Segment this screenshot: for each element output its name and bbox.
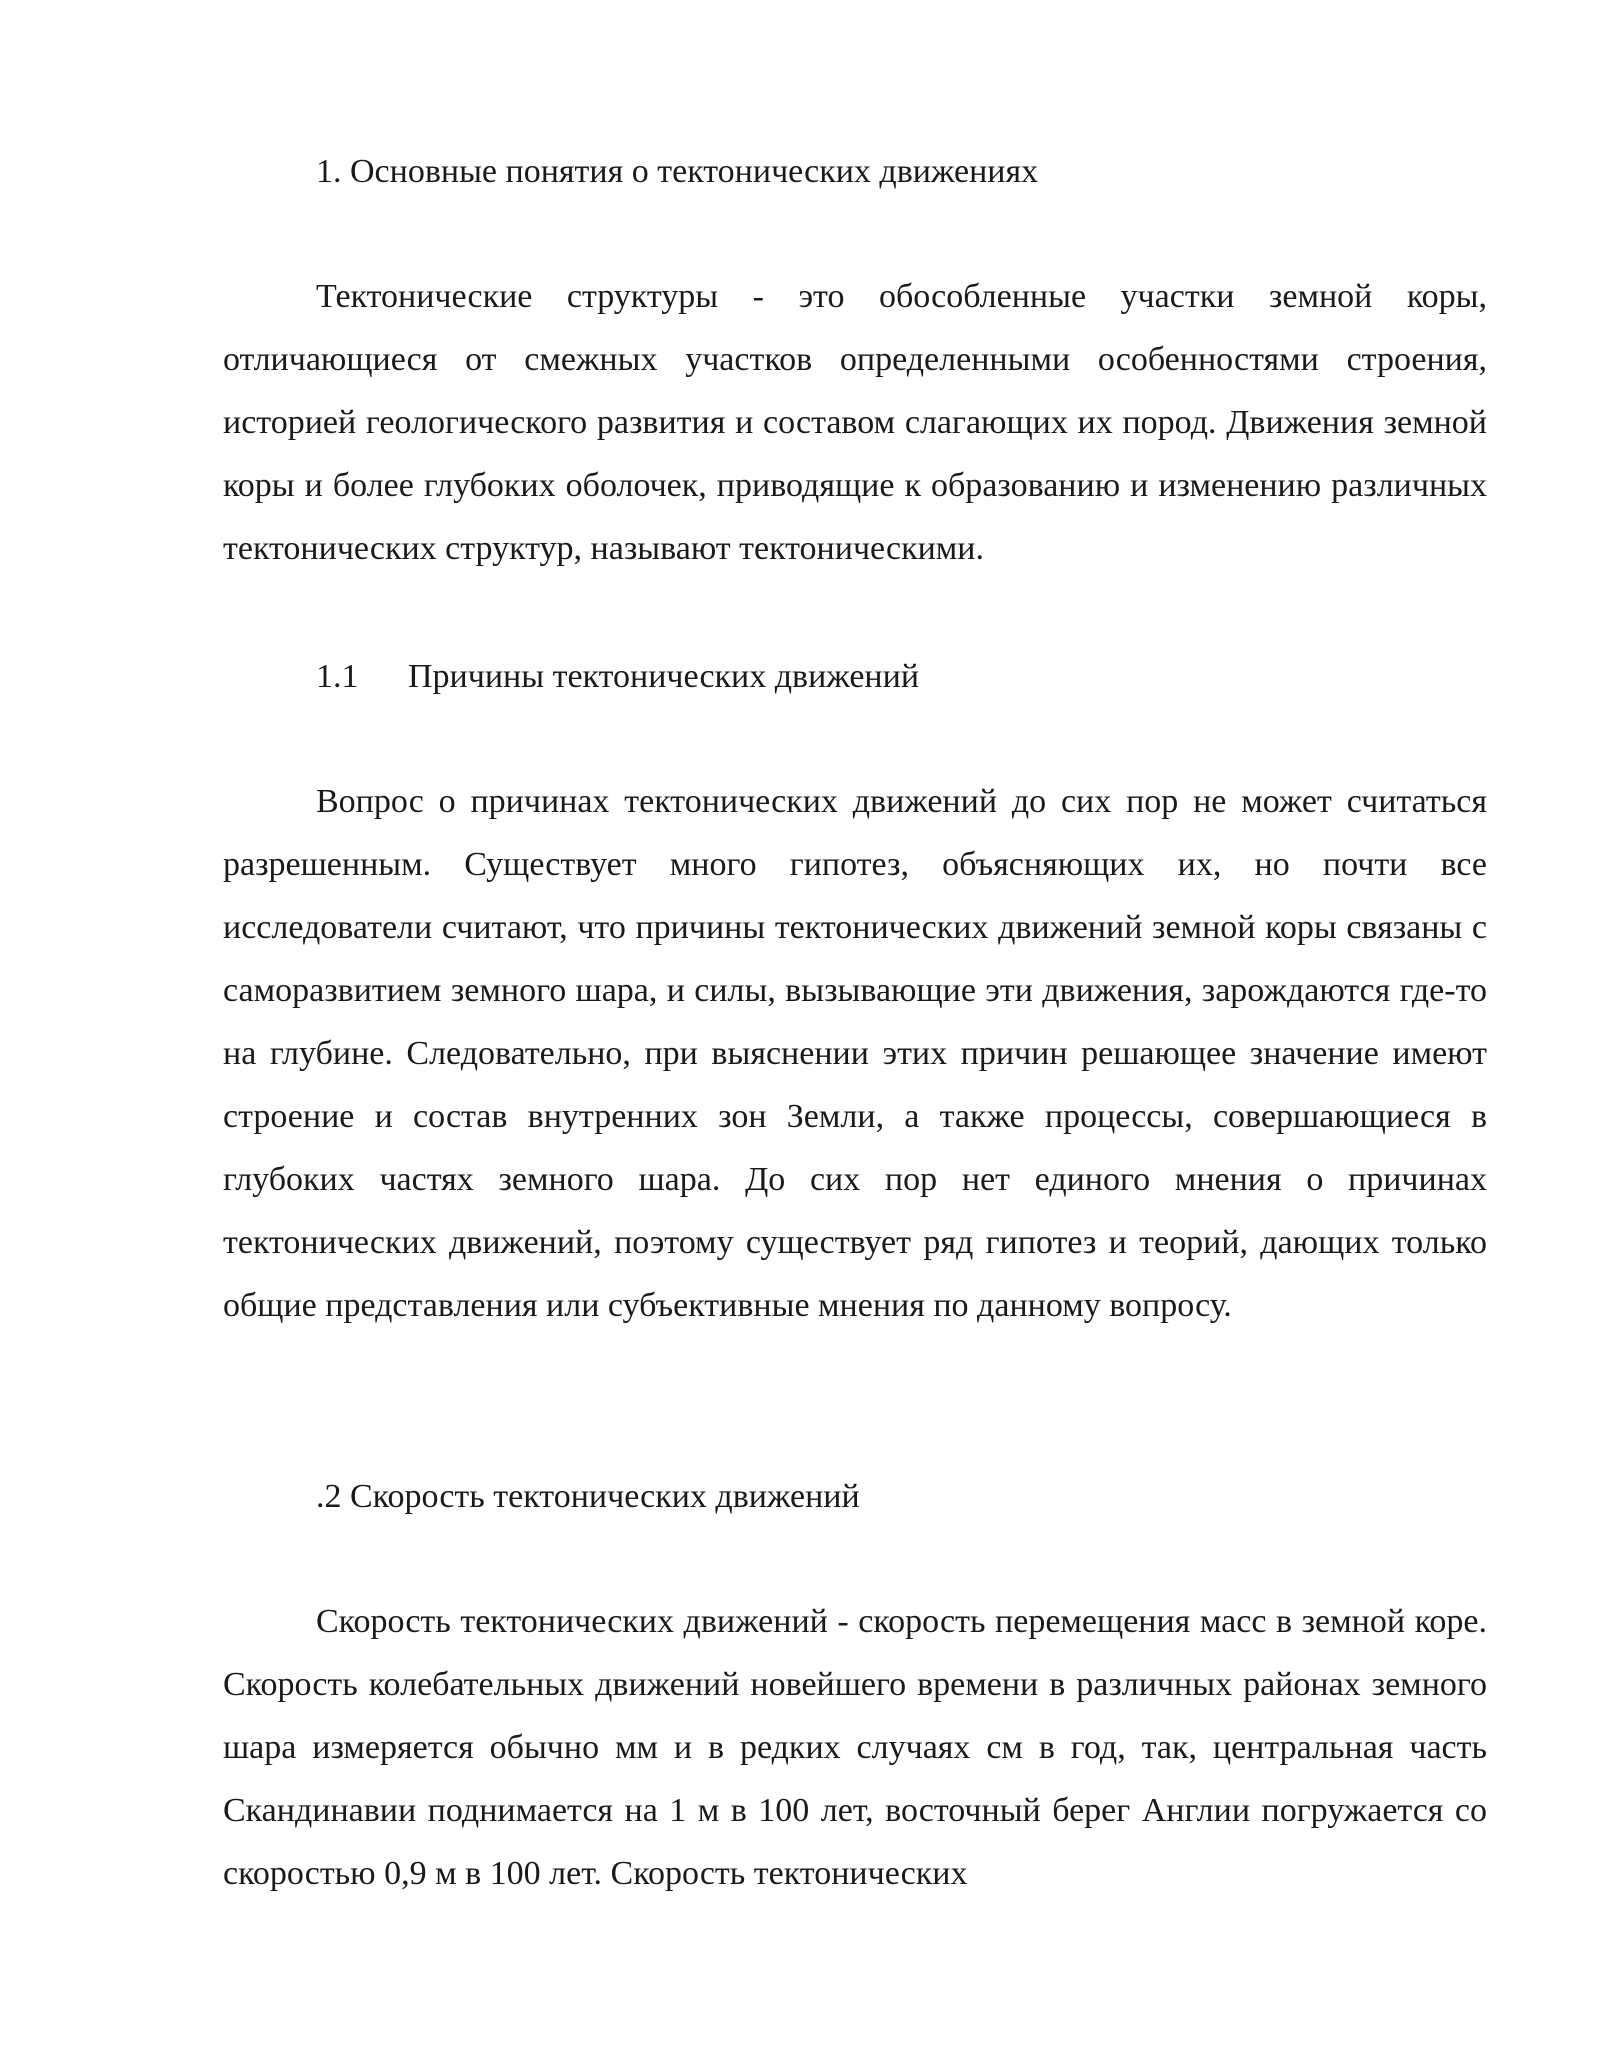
section-heading-1-2: .2 Скорость тектонических движений <box>316 1478 860 1515</box>
section-heading-1-1 <box>316 657 1486 697</box>
section-number: 1.1 <box>316 658 359 695</box>
paragraph-speed: Скорость тектонических движений - скорость перемещения масс в земной коре. Скорость колебательных движений новейшего времени в различных районах земного шара измеряется обычно мм и в редких случаях см в год, так, центральная часть Скандинавии поднимается на 1 м в 100 лет, восточный берег Англии погружается со скоростью 0,9 м в 100 лет. Скорость тектонических <box>223 1603 1487 1892</box>
section-title: Причины тектонических движений <box>408 658 920 695</box>
section-heading-1: 1. Основные понятия о тектонических движениях <box>316 153 1039 190</box>
paragraph-tectonic-structures: Тектонические структуры - это обособленные участки земной коры, отличающиеся от смежных участков определенными особенностями строения, историей геологического развития и составом слагающих их пород. Движения земной коры и более глубоких оболочек, приводящие к образованию и изменению различных тектонических структур, называют тектоническими. <box>223 278 1487 567</box>
paragraph-causes: Вопрос о причинах тектонических движений до сих пор не может считаться разрешенным. Существует много гипотез, объясняющих их, но почти все исследователи считают, что причины тектонических движений земной коры связаны с саморазвитием земного шара, и силы, вызывающие эти движения, зарождаются где-то на глубине. Следовательно, при выяснении этих причин решающее значение имеют строение и состав внутренних зон Земли, а также процессы, совершающиеся в глубоких частях земного шара. До сих пор нет единого мнения о причинах тектонических движений, поэтому существует ряд гипотез и теорий, дающих только общие представления или субъективные мнения по данному вопросу. <box>223 783 1487 1324</box>
